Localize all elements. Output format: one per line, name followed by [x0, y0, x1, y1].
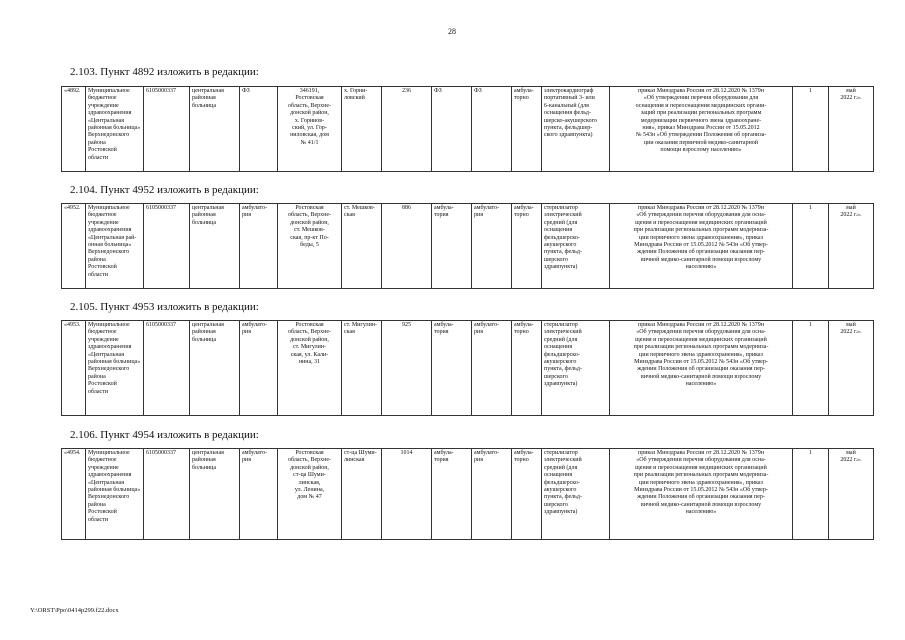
- population-cell: 236: [382, 87, 432, 172]
- institution-type-cell: центральная районная больница: [190, 204, 240, 289]
- unit-class-cell: амбулато- рия: [472, 321, 512, 416]
- table-row: [62, 321, 874, 416]
- entry-table: [61, 448, 874, 540]
- page-number: 28: [448, 27, 456, 36]
- section-heading: 2.103. Пункт 4892 изложить в редакции:: [70, 66, 259, 78]
- institution-type-cell: центральная районная больница: [190, 87, 240, 172]
- address-cell: Ростовская область, Верхне- донской район, ст. Мешков- ская, пр-кт По- беды, 5: [278, 204, 342, 289]
- inn-cell: 6105000337: [144, 87, 190, 172]
- unit-type-cell: амбулато- рия: [240, 321, 278, 416]
- deadline-cell: май 2022 г.».: [829, 87, 874, 172]
- unit-class-cell: ФЗ: [472, 87, 512, 172]
- institution-name-cell: Муниципальное бюджетное учреждение здравоохранения «Центральная районная больница» Верхнедонского района Ростовской области: [86, 321, 144, 416]
- institution-name-cell: Муниципальное бюджетное учреждение здравоохранения «Центральная районная больница» Верхнедонского района Ростовской области: [86, 449, 144, 540]
- legal-basis-cell: приказ Минздрава России от 28.12.2020 № 1379н «Об утверждении перечня оборудования для оснащения и переоснащения медицинских органи- заций при реализации региональных программ модернизации первичного звена здравоохране- ния», приказ Минздрава России от 15.05.2012 № 543н «Об утверждении Положения об организа- ции оказания первичной медико-санитарной помощи взрослому населению»: [610, 87, 793, 172]
- unit-kind-cell: амбула- тория: [432, 321, 472, 416]
- quantity-cell: 1: [793, 87, 829, 172]
- address-cell: Ростовская область, Верхне- донской район, ст. Мигулин- ская, ул. Кали- нина, 31: [278, 321, 342, 416]
- inn-cell: 6105000337: [144, 449, 190, 540]
- section-heading: 2.106. Пункт 4954 изложить в редакции:: [70, 429, 259, 441]
- unit-kind-cell: амбула- тория: [432, 204, 472, 289]
- population-cell: 1014: [382, 449, 432, 540]
- settlement-cell: ст. Мешков- ская: [342, 204, 382, 289]
- equipment-cell: электрокардиограф портативный 3- или 6-канальный (для оснащения фельд- шерско-акушерского пункта, фельдшер- ского здравпункта): [542, 87, 610, 172]
- care-form-cell: амбула- торно: [512, 204, 542, 289]
- equipment-cell: стерилизатор электрический средний (для оснащения фельдшерско- акушерского пункта, фельд- шерского здравпункта): [542, 449, 610, 540]
- unit-type-cell: амбулато- рия: [240, 449, 278, 540]
- settlement-cell: ст-ца Шуми- линская: [342, 449, 382, 540]
- unit-kind-cell: ФЗ: [432, 87, 472, 172]
- institution-name-cell: Муниципальное бюджетное учреждение здравоохранения «Центральная рай- онная больница» Верхнедонского района Ростовской области: [86, 204, 144, 289]
- inn-cell: 6105000337: [144, 204, 190, 289]
- institution-name-cell: Муниципальное бюджетное учреждение здравоохранения «Центральная районная больница» Верхнедонского района Ростовской области: [86, 87, 144, 172]
- care-form-cell: амбула- торно: [512, 321, 542, 416]
- unit-class-cell: амбулато- рия: [472, 449, 512, 540]
- entry-number-cell: «4953.: [62, 321, 86, 416]
- quantity-cell: 1: [793, 321, 829, 416]
- settlement-cell: ст. Мигулин- ская: [342, 321, 382, 416]
- entry-table: [61, 86, 874, 172]
- quantity-cell: 1: [793, 449, 829, 540]
- care-form-cell: амбула- торно: [512, 449, 542, 540]
- unit-type-cell: ФЗ: [240, 87, 278, 172]
- unit-class-cell: амбулато- рия: [472, 204, 512, 289]
- deadline-cell: май 2022 г.».: [829, 204, 874, 289]
- entry-table: [61, 320, 874, 416]
- legal-basis-cell: приказ Минздрава России от 28.12.2020 № 1379н «Об утверждении перечня оборудования для осна- щения и переоснащения медицинских организаций при реализации региональных программ модерниза- ции первичного звена здравоохранения», приказ Минздрава России от 15.05.2012 № 543н «Об утвер- ждении Положения об организации оказания пер- вичной медико-санитарной помощи взрослому населению»: [610, 449, 793, 540]
- legal-basis-cell: приказ Минздрава России от 28.12.2020 № 1379н «Об утверждении перечня оборудования для осна- щения и переоснащения медицинских организаций при реализации региональных программ модерниза- ции первичного звена здравоохранения», приказ Минздрава России от 15.05.2012 № 543н «Об утвер- ждении Положения об организации оказания пер- вичной медико-санитарной помощи взрослому населению»: [610, 321, 793, 416]
- equipment-cell: стерилизатор электрический средний (для оснащения фельдшерско- акушерского пункта, фельд- шерского здравпункта): [542, 204, 610, 289]
- settlement-cell: х. Горни- ловский: [342, 87, 382, 172]
- inn-cell: 6105000337: [144, 321, 190, 416]
- unit-kind-cell: амбула- тория: [432, 449, 472, 540]
- legal-basis-cell: приказ Минздрава России от 28.12.2020 № 1379н «Об утверждении перечня оборудования для осна- щения и переоснащения медицинских организаций при реализации региональных программ модерниза- ции первичного звена здравоохранения», приказ Минздрава России от 15.05.2012 № 543н «Об утвер- ждении Положения об организации оказания пер- вичной медико-санитарной помощи взрослому населению»: [610, 204, 793, 289]
- population-cell: 925: [382, 321, 432, 416]
- entry-number-cell: «4952.: [62, 204, 86, 289]
- section-heading: 2.104. Пункт 4952 изложить в редакции:: [70, 184, 259, 196]
- population-cell: 886: [382, 204, 432, 289]
- entry-table: [61, 203, 874, 289]
- unit-type-cell: амбулато- рия: [240, 204, 278, 289]
- deadline-cell: май 2022 г.».: [829, 321, 874, 416]
- quantity-cell: 1: [793, 204, 829, 289]
- table-row: [62, 87, 874, 172]
- institution-type-cell: центральная районная больница: [190, 321, 240, 416]
- entry-number-cell: «4954.: [62, 449, 86, 540]
- entry-number-cell: «4892.: [62, 87, 86, 172]
- table-row: [62, 449, 874, 540]
- care-form-cell: амбула- торно: [512, 87, 542, 172]
- section-heading: 2.105. Пункт 4953 изложить в редакции:: [70, 301, 259, 313]
- deadline-cell: май 2022 г.».: [829, 449, 874, 540]
- address-cell: 346191, Ростовская область, Верхне- донской район, х. Горниов- ский, ул. Гор- ниловская, дом № 41/1: [278, 87, 342, 172]
- table-row: [62, 204, 874, 289]
- file-path-footer: Y:\ORST\Ppo\0414p299.f22.docx: [30, 607, 119, 614]
- address-cell: Ростовская область, Верхне- донской район, ст-ца Шуми- линская, ул. Ленина, дом № 47: [278, 449, 342, 540]
- equipment-cell: стерилизатор электрический средний (для оснащения фельдшерско- акушерского пункта, фельд- шерского здравпункта): [542, 321, 610, 416]
- institution-type-cell: центральная районная больница: [190, 449, 240, 540]
